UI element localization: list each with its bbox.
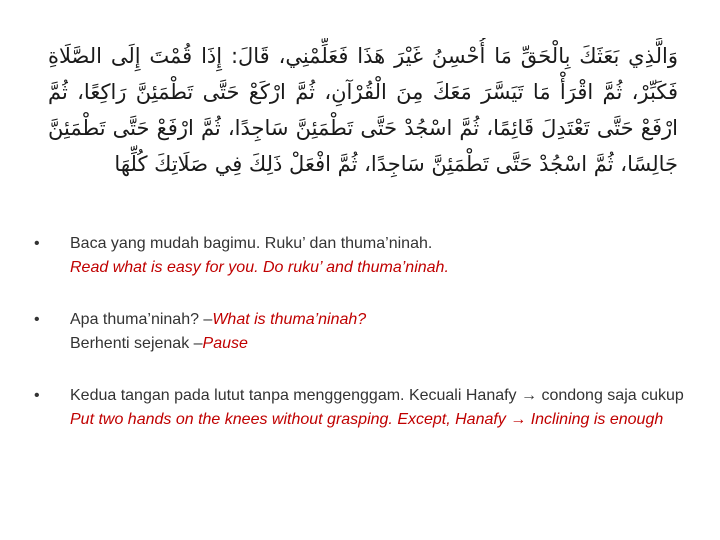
english-translation: Read what is easy for you. Do ruku’ and thuma’ninah.	[70, 259, 449, 276]
answer-line	[70, 332, 694, 356]
list-item-3	[34, 384, 694, 432]
arrow-right-icon: →	[510, 411, 527, 428]
indonesian-text	[70, 384, 694, 408]
list-item-2	[34, 308, 694, 356]
english-answer: Pause	[202, 335, 248, 352]
indonesian-text-part1: Kedua tangan pada lutut tanpa menggenggam. Kecuali Hanafy	[70, 387, 517, 404]
list-item-1	[34, 232, 694, 280]
indonesian-answer: Berhenti sejenak –	[70, 335, 203, 352]
english-text-part1: Put two hands on the knees without grasping. Except, Hanafy	[70, 411, 511, 428]
indonesian-text-part2: condong saja cukup	[537, 387, 684, 404]
english-text-part2: Inclining is enough	[526, 411, 664, 428]
english-translation	[70, 408, 694, 432]
arabic-hadith-text: وَالَّذِي بَعَثَكَ بِالْحَقِّ مَا أُحْسِنُ غَيْرَ هَذَا فَعَلِّمْنِي، قَالَ: إِذَا قُمْتَ إِلَى الصَّلَاةِ فَكَبِّرْ، ثُمَّ اقْرَأْ مَا تَيَسَّرَ مَعَكَ مِنَ الْقُرْآنِ، ثُمَّ ارْكَعْ حَتَّى تَطْمَئِنَّ رَاكِعًا، ثُمَّ ارْفَعْ حَتَّى تَعْتَدِلَ قَائِمًا، ثُمَّ اسْجُدْ حَتَّى تَطْمَئِنَّ سَاجِدًا، ثُمَّ ارْفَعْ حَتَّى تَطْمَئِنَّ جَالِسًا، ثُمَّ اسْجُدْ حَتَّى تَطْمَئِنَّ سَاجِدًا، ثُمَّ افْعَلْ ذَلِكَ فِي صَلَاتِكَ كُلِّهَا	[48, 44, 678, 176]
question-line	[70, 308, 694, 332]
english-question: What is thuma’ninah?	[212, 311, 367, 328]
indonesian-question: Apa thuma’ninah? –	[70, 311, 213, 328]
bullet-dot: •	[34, 235, 40, 252]
indonesian-text: Baca yang mudah bagimu. Ruku’ dan thuma’ninah.	[70, 235, 433, 252]
bullet-dot: •	[34, 311, 40, 328]
bullet-dot: •	[34, 387, 40, 404]
arrow-right-icon: →	[521, 387, 538, 404]
bullet-list	[34, 232, 694, 432]
